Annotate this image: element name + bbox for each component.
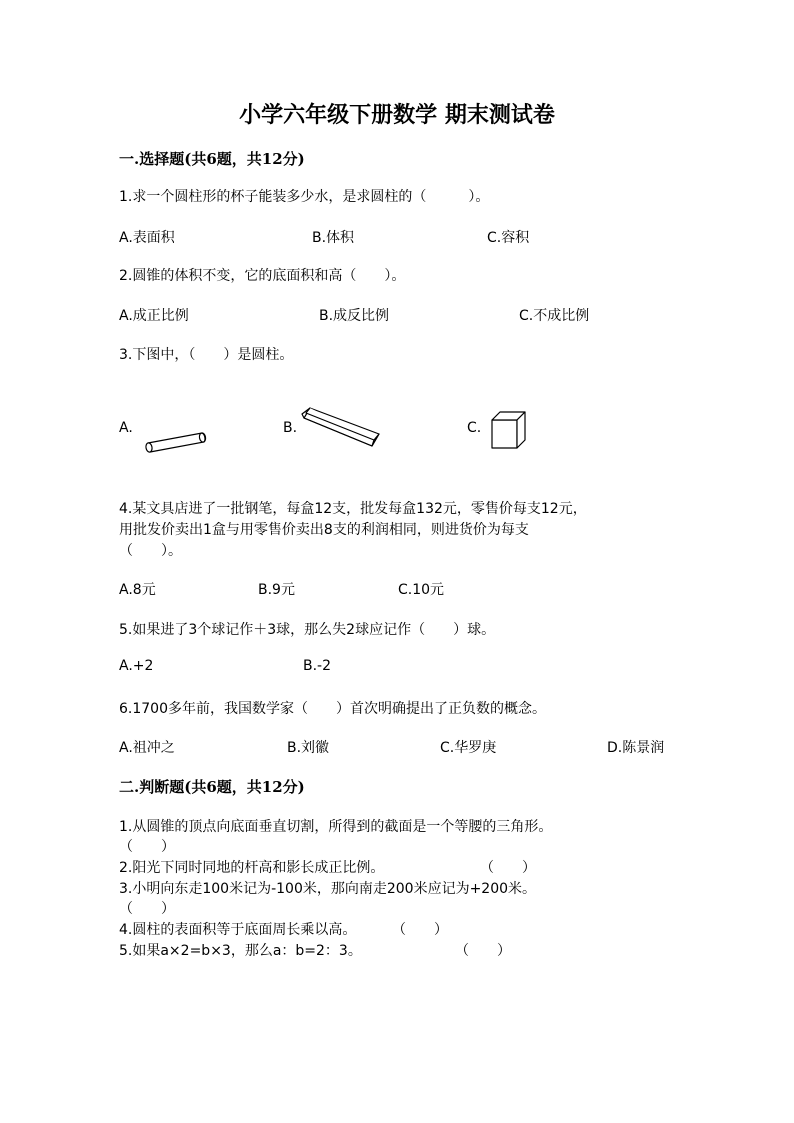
q4-option-a[interactable]: A.8元 <box>119 582 156 598</box>
judgement-2-answer-blank[interactable]: （ ） <box>480 860 536 876</box>
page-title: 小学六年级下册数学 期末测试卷 <box>239 102 555 128</box>
q3-option-a[interactable]: A. <box>119 420 133 436</box>
judgement-4-answer-blank[interactable]: （ ） <box>392 922 448 938</box>
q1-option-b[interactable]: B.体积 <box>312 230 355 246</box>
judgement-3-answer-blank[interactable]: （ ） <box>119 901 175 917</box>
judgement-4: 4.圆柱的表面积等于底面周长乘以高。 <box>119 922 357 938</box>
q2-option-a[interactable]: A.成正比例 <box>119 308 189 324</box>
question-2: 2.圆锥的体积不变，它的底面积和高（ ）。 <box>119 268 406 284</box>
question-1: 1.求一个圆柱形的杯子能装多少水，是求圆柱的（ ）。 <box>119 189 490 205</box>
judgement-1: 1.从圆锥的顶点向底面垂直切割，所得到的截面是一个等腰的三角形。 <box>119 819 553 835</box>
judgement-1-answer-blank[interactable]: （ ） <box>119 839 175 855</box>
judgement-2: 2.阳光下同时同地的杆高和影长成正比例。 <box>119 860 385 876</box>
triangular-prism-figure <box>300 404 382 450</box>
question-6: 6.1700多年前，我国数学家（ ）首次明确提出了正负数的概念。 <box>119 701 546 717</box>
q6-option-b[interactable]: B.刘徽 <box>287 740 330 756</box>
q5-option-a[interactable]: A.+2 <box>119 658 154 674</box>
q3-option-c[interactable]: C. <box>467 420 482 436</box>
section-heading-choice: 一.选择题(共6题，共12分) <box>119 150 305 168</box>
judgement-3: 3.小明向东走100米记为-100米，那向南走200米应记为+200米。 <box>119 881 537 897</box>
q6-option-c[interactable]: C.华罗庚 <box>440 740 497 756</box>
q5-option-b[interactable]: B.-2 <box>303 658 332 674</box>
section-heading-judgement: 二.判断题(共6题，共12分) <box>119 778 305 796</box>
q4-option-c[interactable]: C.10元 <box>398 582 445 598</box>
judgement-5: 5.如果a×2=b×3，那么a：b=2：3。 <box>119 943 362 959</box>
q1-option-c[interactable]: C.容积 <box>487 230 530 246</box>
question-4-line-1: 4.某文具店进了一批钢笔，每盒12支，批发每盒132元，零售价每支12元， <box>119 501 587 517</box>
q6-option-d[interactable]: D.陈景润 <box>607 740 665 756</box>
q2-option-c[interactable]: C.不成比例 <box>519 308 590 324</box>
q4-option-b[interactable]: B.9元 <box>258 582 295 598</box>
q1-option-a[interactable]: A.表面积 <box>119 230 175 246</box>
judgement-5-answer-blank[interactable]: （ ） <box>455 943 511 959</box>
question-5: 5.如果进了3个球记作＋3球，那么失2球应记作（ ）球。 <box>119 622 496 638</box>
q3-option-b[interactable]: B. <box>283 420 298 436</box>
cube-figure <box>489 410 529 452</box>
question-3: 3.下图中，（ ）是圆柱。 <box>119 347 294 363</box>
q2-option-b[interactable]: B.成反比例 <box>319 308 390 324</box>
q6-option-a[interactable]: A.祖冲之 <box>119 740 175 756</box>
question-4-line-3: （ ）。 <box>119 543 182 559</box>
cylinder-rod-figure <box>140 425 210 455</box>
question-4-line-2: 用批发价卖出1盒与用零售价卖出8支的利润相同，则进货价为每支 <box>119 522 529 538</box>
